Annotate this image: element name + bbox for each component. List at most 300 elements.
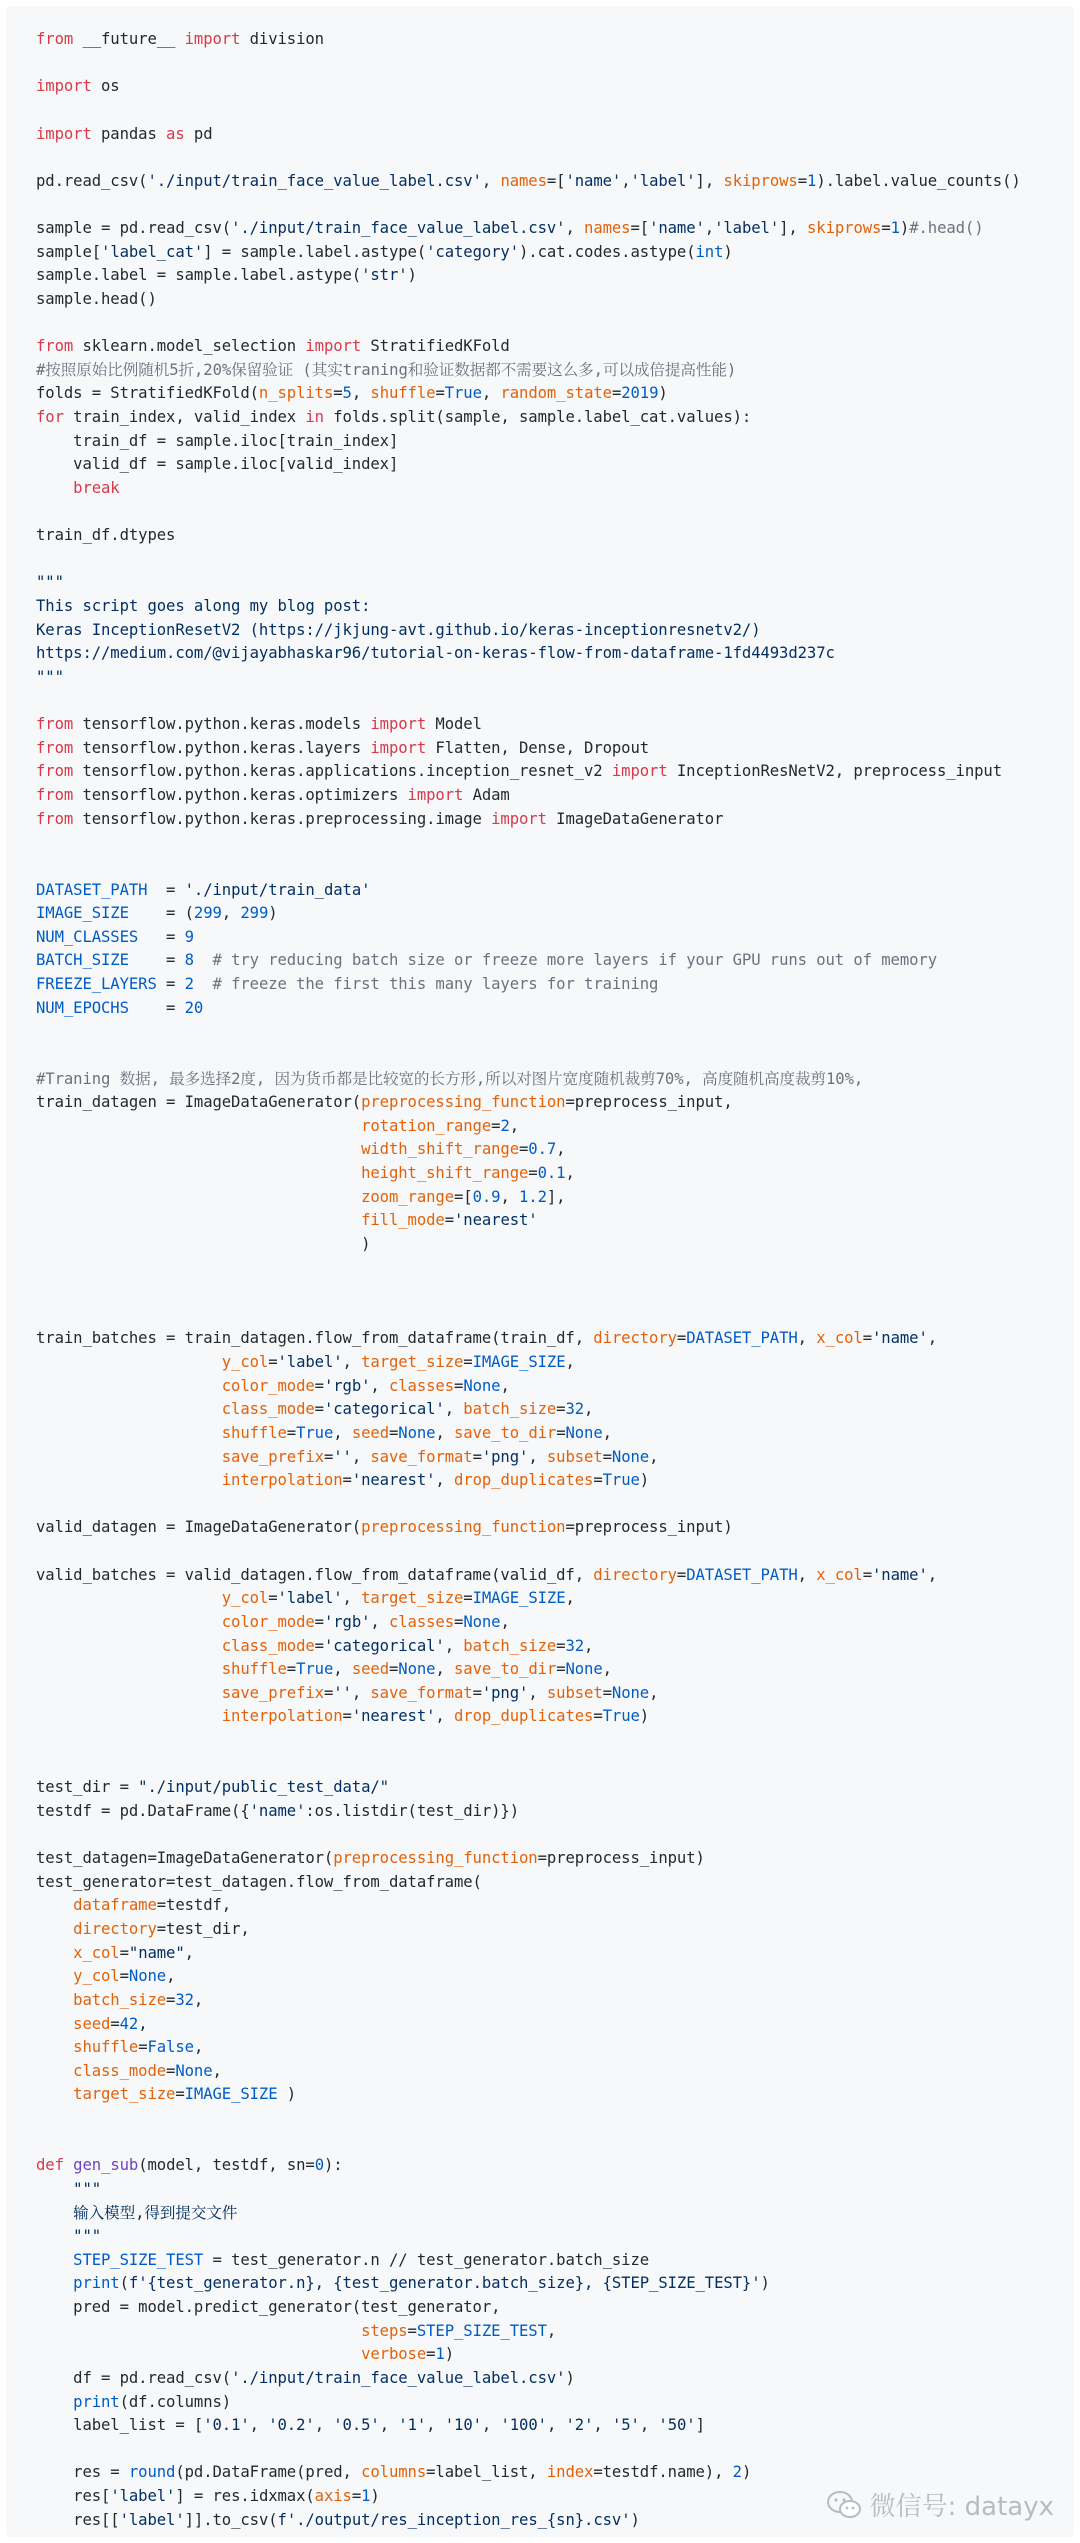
code-line — [36, 1091, 1074, 1115]
code-token: drop_duplicates — [454, 1707, 594, 1726]
code-token: = — [286, 1423, 297, 1442]
code-token: '5' — [611, 2416, 640, 2435]
code-token: res[ — [36, 2487, 111, 2505]
code-token: ) — [639, 1471, 650, 1490]
code-token: width_shift_range — [361, 1140, 519, 1159]
code-token: , — [351, 384, 371, 403]
code-token: 'name' — [872, 1565, 928, 1584]
code-line — [36, 2343, 1074, 2367]
code-line — [36, 784, 1074, 808]
code-line — [36, 2202, 1074, 2226]
code-token: axis — [314, 2487, 352, 2505]
code-token — [36, 479, 73, 497]
code-token — [194, 975, 213, 993]
code-token: import — [370, 715, 427, 734]
code-line — [36, 312, 1074, 336]
code-token: subset — [546, 1447, 603, 1466]
code-token: , — [351, 1683, 371, 1702]
code-token: 'nearest' — [351, 1471, 436, 1490]
code-token: = — [602, 1447, 612, 1466]
code-token: 32 — [565, 1400, 585, 1419]
code-token: (df.columns) — [119, 2392, 232, 2411]
code-token: , — [528, 1447, 547, 1466]
code-token: = — [388, 1423, 399, 1442]
code-token: break — [73, 478, 120, 497]
code-token: , — [565, 1353, 575, 1371]
code-token: = — [472, 1447, 482, 1466]
code-token: rotation_range — [361, 1116, 492, 1135]
code-token: tensorflow.python.keras.layers — [73, 738, 371, 757]
code-token: 0 — [314, 2156, 324, 2175]
code-token: This script goes along my blog post: — [36, 597, 371, 615]
code-token: valid_batches = valid_datagen.flow_from_dataframe(valid_df, — [36, 1565, 594, 1584]
code-token: ) — [36, 1234, 371, 1253]
code-token — [36, 1117, 361, 1135]
code-line — [36, 1824, 1074, 1848]
code-token: IMAGE_SIZE — [472, 1589, 566, 1608]
code-token: ], — [546, 1187, 566, 1206]
code-token: = — [426, 2345, 436, 2364]
code-line — [36, 1422, 1074, 1446]
code-token: , — [704, 219, 715, 237]
code-token: testdf = pd.DataFrame({ — [36, 1801, 250, 1820]
code-line — [36, 713, 1074, 737]
code-token: 'name' — [649, 219, 705, 237]
code-token: True — [444, 384, 482, 403]
code-token: class_mode — [73, 2061, 167, 2080]
code-token: seed — [351, 1423, 389, 1442]
code-token: import — [184, 30, 241, 48]
code-token: index — [546, 2463, 594, 2482]
code-token — [36, 1967, 73, 1985]
code-token: 5 — [342, 384, 352, 403]
code-token: IMAGE_SIZE — [472, 1353, 566, 1371]
code-token: , — [481, 171, 501, 190]
code-token: ] = sample.label.astype( — [203, 242, 427, 261]
code-token: STEP_SIZE_TEST — [73, 2250, 204, 2269]
code-line — [36, 335, 1074, 359]
code-token: 0.1 — [537, 1164, 566, 1182]
code-token: """ — [73, 2179, 102, 2198]
code-token: columns — [361, 2463, 427, 2482]
code-line — [36, 2438, 1074, 2462]
code-line — [36, 619, 1074, 643]
code-token: , — [333, 1660, 352, 1679]
code-token — [36, 1707, 222, 1725]
code-token: sample = pd.read_csv( — [36, 219, 232, 237]
code-token — [36, 1377, 222, 1395]
code-token: ) — [277, 2085, 297, 2104]
code-token: , — [212, 2061, 222, 2080]
code-token: test_dir = — [36, 1778, 139, 1797]
code-line — [36, 1233, 1074, 1257]
code-token: None — [565, 1423, 603, 1442]
code-token: in — [305, 408, 324, 426]
code-token: """ — [36, 667, 64, 686]
code-token: df = pd.read_csv( — [36, 2368, 232, 2387]
code-token: './input/train_face_value_label.csv' — [147, 171, 482, 190]
code-token: 'rgb' — [323, 1612, 371, 1631]
code-token: InceptionResNetV2, preprocess_input — [667, 762, 1002, 781]
code-token: = — [333, 384, 343, 403]
code-line — [36, 808, 1074, 832]
code-token: n_splits — [258, 384, 334, 403]
code-token: =label_list, — [426, 2463, 547, 2482]
code-token: , — [565, 1589, 575, 1608]
code-token: FREEZE_LAYERS — [36, 975, 157, 993]
code-token: 'nearest' — [351, 1707, 436, 1726]
code-token: names — [500, 171, 547, 190]
code-token — [36, 1589, 222, 1607]
code-line — [36, 1327, 1074, 1351]
code-token — [194, 951, 213, 969]
code-token: ).label.value_counts() — [816, 171, 1021, 190]
code-line — [36, 241, 1074, 265]
code-token: Flatten, Dense, Dropout — [426, 738, 650, 757]
code-token — [36, 1424, 222, 1442]
code-token: 'name' — [249, 1801, 306, 1820]
code-token: class_mode — [221, 1400, 315, 1419]
code-token: int — [695, 242, 724, 261]
code-line — [36, 99, 1074, 123]
code-token — [36, 2345, 361, 2363]
code-token: tensorflow.python.keras.preprocessing.image — [73, 809, 492, 828]
code-token: , — [444, 1636, 464, 1655]
code-line — [36, 1776, 1074, 1800]
code-line — [36, 406, 1074, 430]
code-token: zoom_range — [361, 1187, 454, 1206]
code-token: = — [435, 384, 445, 403]
code-token: ): — [323, 2156, 343, 2175]
code-token: = — [138, 2038, 148, 2057]
code-token: 'png' — [481, 1683, 529, 1702]
code-token: random_state — [500, 384, 612, 403]
code-token: color_mode — [221, 1612, 315, 1631]
code-token: None — [463, 1612, 501, 1631]
code-token: IMAGE_SIZE — [184, 2085, 278, 2104]
code-token: train_df.dtypes — [36, 526, 176, 545]
code-line — [36, 1871, 1074, 1895]
code-line — [36, 690, 1074, 714]
code-token: './input/train_face_value_label.csv' — [231, 2368, 566, 2387]
code-token — [36, 1448, 222, 1466]
code-token: = — [556, 1423, 566, 1442]
code-line — [36, 902, 1074, 926]
code-token: # freeze the first this many layers for training — [212, 975, 659, 993]
code-line — [36, 666, 1074, 690]
code-token: IMAGE_SIZE — [36, 904, 129, 923]
code-token: folds.split(sample, sample.label_cat.values): — [323, 408, 752, 426]
code-token: tensorflow.python.keras.models — [73, 715, 371, 734]
code-token: , — [481, 2416, 501, 2435]
code-token: , — [509, 1116, 520, 1135]
code-token: '50' — [658, 2416, 696, 2435]
code-token: from — [36, 809, 74, 828]
code-token: , — [602, 1423, 612, 1442]
code-token: = — [862, 1565, 872, 1584]
code-line — [36, 1918, 1074, 1942]
code-line — [36, 1989, 1074, 2013]
code-token: save_prefix — [221, 1683, 324, 1702]
code-token: import — [36, 124, 92, 143]
code-line — [36, 1493, 1074, 1517]
code-token: from — [36, 30, 74, 48]
code-line — [36, 1020, 1074, 1044]
code-token: ) — [741, 2463, 752, 2482]
code-token: y_col — [221, 1353, 269, 1371]
code-token: = ( — [128, 904, 194, 923]
code-token: = — [528, 1164, 538, 1182]
code-token: '100' — [500, 2416, 547, 2435]
code-token: , — [528, 1683, 547, 1702]
code-token: ) — [760, 2274, 770, 2293]
code-token — [36, 1684, 222, 1702]
code-token — [64, 2156, 73, 2174]
code-token — [36, 1188, 361, 1206]
code-token: = — [593, 1707, 603, 1726]
code-token: 'label' — [630, 171, 696, 190]
code-token: , — [342, 1589, 362, 1608]
code-token: = — [388, 1660, 399, 1679]
code-token: skiprows — [807, 219, 882, 237]
code-token: color_mode — [221, 1376, 315, 1395]
code-token: pd — [184, 124, 213, 143]
code-token: names — [584, 219, 631, 237]
code-token: = — [602, 1683, 612, 1702]
code-token: , — [584, 1400, 594, 1419]
code-token: = — [147, 880, 185, 899]
code-token: , — [500, 1376, 510, 1395]
code-line — [36, 52, 1074, 76]
code-token: 1 — [361, 2487, 371, 2505]
code-token: interpolation — [221, 1707, 343, 1726]
code-token: label_list = [ — [36, 2416, 204, 2435]
code-line — [36, 1658, 1074, 1682]
code-token — [36, 2274, 73, 2292]
code-line — [36, 2461, 1074, 2485]
code-token: =testdf, — [156, 1896, 232, 1915]
code-token: for — [36, 408, 64, 426]
code-token — [36, 2038, 73, 2056]
code-token: '' — [333, 1683, 352, 1702]
code-token: folds = StratifiedKFold( — [36, 384, 259, 403]
code-token: class_mode — [221, 1636, 315, 1655]
code-token: seed — [351, 1660, 389, 1679]
code-token: from — [36, 337, 74, 356]
code-token: False — [147, 2038, 194, 2057]
code-token: test_generator=test_datagen.flow_from_dataframe( — [36, 1872, 482, 1891]
code-token: , — [370, 1612, 389, 1631]
code-token: , — [342, 1353, 362, 1371]
code-token: 20 — [184, 998, 204, 1017]
code-token: 299 — [240, 904, 269, 923]
code-line — [36, 1847, 1074, 1871]
code-token — [36, 1140, 361, 1158]
code-token: = — [611, 384, 622, 403]
code-token: '0.1' — [203, 2416, 250, 2435]
code-token: 32 — [175, 1990, 194, 2009]
code-token: os — [91, 77, 120, 96]
code-token: test_datagen=ImageDataGenerator( — [36, 1849, 334, 1868]
code-line — [36, 288, 1074, 312]
code-token: 'rgb' — [323, 1376, 371, 1395]
code-line — [36, 2013, 1074, 2037]
code-token: , — [602, 1660, 612, 1679]
code-token: 2 — [184, 975, 194, 993]
code-token: """ — [36, 573, 64, 592]
code-line — [36, 1257, 1074, 1281]
code-token: , — [184, 1943, 194, 1962]
code-line — [36, 2414, 1074, 2438]
code-token: res = — [36, 2463, 129, 2482]
code-token: valid_datagen = ImageDataGenerator( — [36, 1518, 362, 1537]
code-token: = — [472, 1683, 482, 1702]
code-token: = — [156, 975, 185, 993]
code-token: = — [881, 219, 891, 237]
code-token: 0.9 — [472, 1187, 501, 1206]
code-token: , — [193, 1990, 204, 2009]
code-token: drop_duplicates — [454, 1471, 594, 1490]
code-line — [36, 1942, 1074, 1966]
code-token: = — [286, 1660, 297, 1679]
code-token: 'categorical' — [323, 1636, 445, 1655]
code-token: = — [463, 1589, 473, 1608]
code-token: ( — [119, 2274, 129, 2293]
code-line — [36, 2391, 1074, 2415]
code-token: = — [166, 2061, 176, 2080]
code-token: from — [36, 786, 74, 804]
code-line — [36, 2178, 1074, 2202]
code-token: "name" — [128, 1943, 185, 1962]
code-token: = — [119, 1967, 129, 1986]
code-token: , — [426, 2416, 445, 2435]
code-line — [36, 453, 1074, 477]
code-token — [36, 2322, 361, 2340]
code-token: , — [435, 1423, 455, 1442]
code-line — [36, 193, 1074, 217]
code-token: steps — [361, 2321, 408, 2340]
code-token: =preprocess_input) — [565, 1518, 733, 1537]
code-token: './input/train_data' — [184, 880, 371, 899]
code-token: = — [314, 1400, 324, 1419]
code-line — [36, 524, 1074, 548]
code-token: 'name' — [565, 171, 622, 190]
code-token: save_format — [370, 1447, 473, 1466]
code-token: shuffle — [370, 384, 436, 403]
code-token: = — [556, 1660, 566, 1679]
code-token — [36, 1353, 222, 1371]
code-token: from — [36, 762, 74, 781]
code-token: DATASET_PATH — [36, 880, 148, 899]
code-token: Keras InceptionResetV2 (https://jkjung-avt.github.io/keras-inceptionresnetv2/) — [36, 620, 761, 639]
code-token: , — [314, 2416, 334, 2435]
code-line — [36, 879, 1074, 903]
code-token — [36, 1211, 361, 1229]
code-token: = — [323, 1447, 334, 1466]
code-line — [36, 501, 1074, 525]
code-token: 'name' — [872, 1329, 928, 1348]
code-token: directory — [593, 1565, 677, 1584]
code-token: , — [249, 2416, 269, 2435]
code-token: shuffle — [221, 1423, 287, 1442]
code-token: 0.7 — [528, 1140, 557, 1159]
code-line — [36, 1516, 1074, 1540]
code-token: , — [193, 2038, 204, 2057]
code-line — [36, 973, 1074, 997]
code-token: (model, testdf, sn= — [138, 2156, 315, 2175]
code-line — [36, 28, 1074, 52]
code-line — [36, 1162, 1074, 1186]
code-token: , — [166, 1967, 176, 1986]
code-line — [36, 642, 1074, 666]
code-token: 输入模型,得到提交文件 — [73, 2203, 238, 2222]
code-line — [36, 1729, 1074, 1753]
code-token: import — [36, 77, 92, 96]
code-token: 'nearest' — [454, 1211, 538, 1230]
code-line — [36, 997, 1074, 1021]
code-line — [36, 1351, 1074, 1375]
code-token: =[ — [453, 1187, 473, 1206]
code-line — [36, 1186, 1074, 1210]
code-line — [36, 1209, 1074, 1233]
code-token: None — [175, 2061, 213, 2080]
code-token — [36, 2251, 73, 2269]
code-token: batch_size — [73, 1990, 167, 2009]
code-token: None — [611, 1447, 650, 1466]
code-line — [36, 1564, 1074, 1588]
code-token: sklearn.model_selection — [73, 337, 306, 356]
code-token: valid_df = sample.iloc[valid_index] — [36, 455, 399, 474]
code-line — [36, 2296, 1074, 2320]
code-token — [36, 1164, 361, 1182]
code-token: :os.listdir(test_dir)}) — [305, 1801, 520, 1820]
code-token: NUM_CLASSES — [36, 927, 139, 946]
code-line — [36, 1894, 1074, 1918]
code-token: train_df = sample.iloc[train_index] — [36, 431, 399, 450]
code-token: , — [500, 1187, 520, 1206]
code-line — [36, 382, 1074, 406]
code-token: BATCH_SIZE — [36, 951, 129, 970]
code-token: = — [593, 1471, 603, 1490]
code-line — [36, 2154, 1074, 2178]
code-token: directory — [73, 1920, 157, 1938]
code-token — [36, 1896, 73, 1914]
code-token: = — [407, 2321, 417, 2340]
code-token: None — [398, 1423, 436, 1442]
code-token: = — [138, 927, 185, 946]
code-token: ) — [899, 219, 910, 237]
code-token: directory — [593, 1329, 677, 1348]
code-token — [36, 1660, 222, 1678]
code-token: classes — [388, 1376, 455, 1395]
code-token: , — [333, 1423, 352, 1442]
code-token: = — [454, 1376, 464, 1395]
code-token: ) — [630, 2510, 640, 2529]
code-line — [36, 595, 1074, 619]
code-line — [36, 2036, 1074, 2060]
code-token: save_to_dir — [454, 1660, 557, 1679]
code-token — [36, 1944, 73, 1962]
code-token: 1 — [435, 2345, 445, 2364]
code-line — [36, 430, 1074, 454]
code-token: 9 — [184, 927, 194, 946]
code-line — [36, 2225, 1074, 2249]
code-token: import — [370, 738, 427, 757]
code-line — [36, 737, 1074, 761]
code-token: = — [323, 1683, 334, 1702]
code-token: x_col — [816, 1329, 863, 1348]
code-token: =[ — [546, 171, 566, 190]
